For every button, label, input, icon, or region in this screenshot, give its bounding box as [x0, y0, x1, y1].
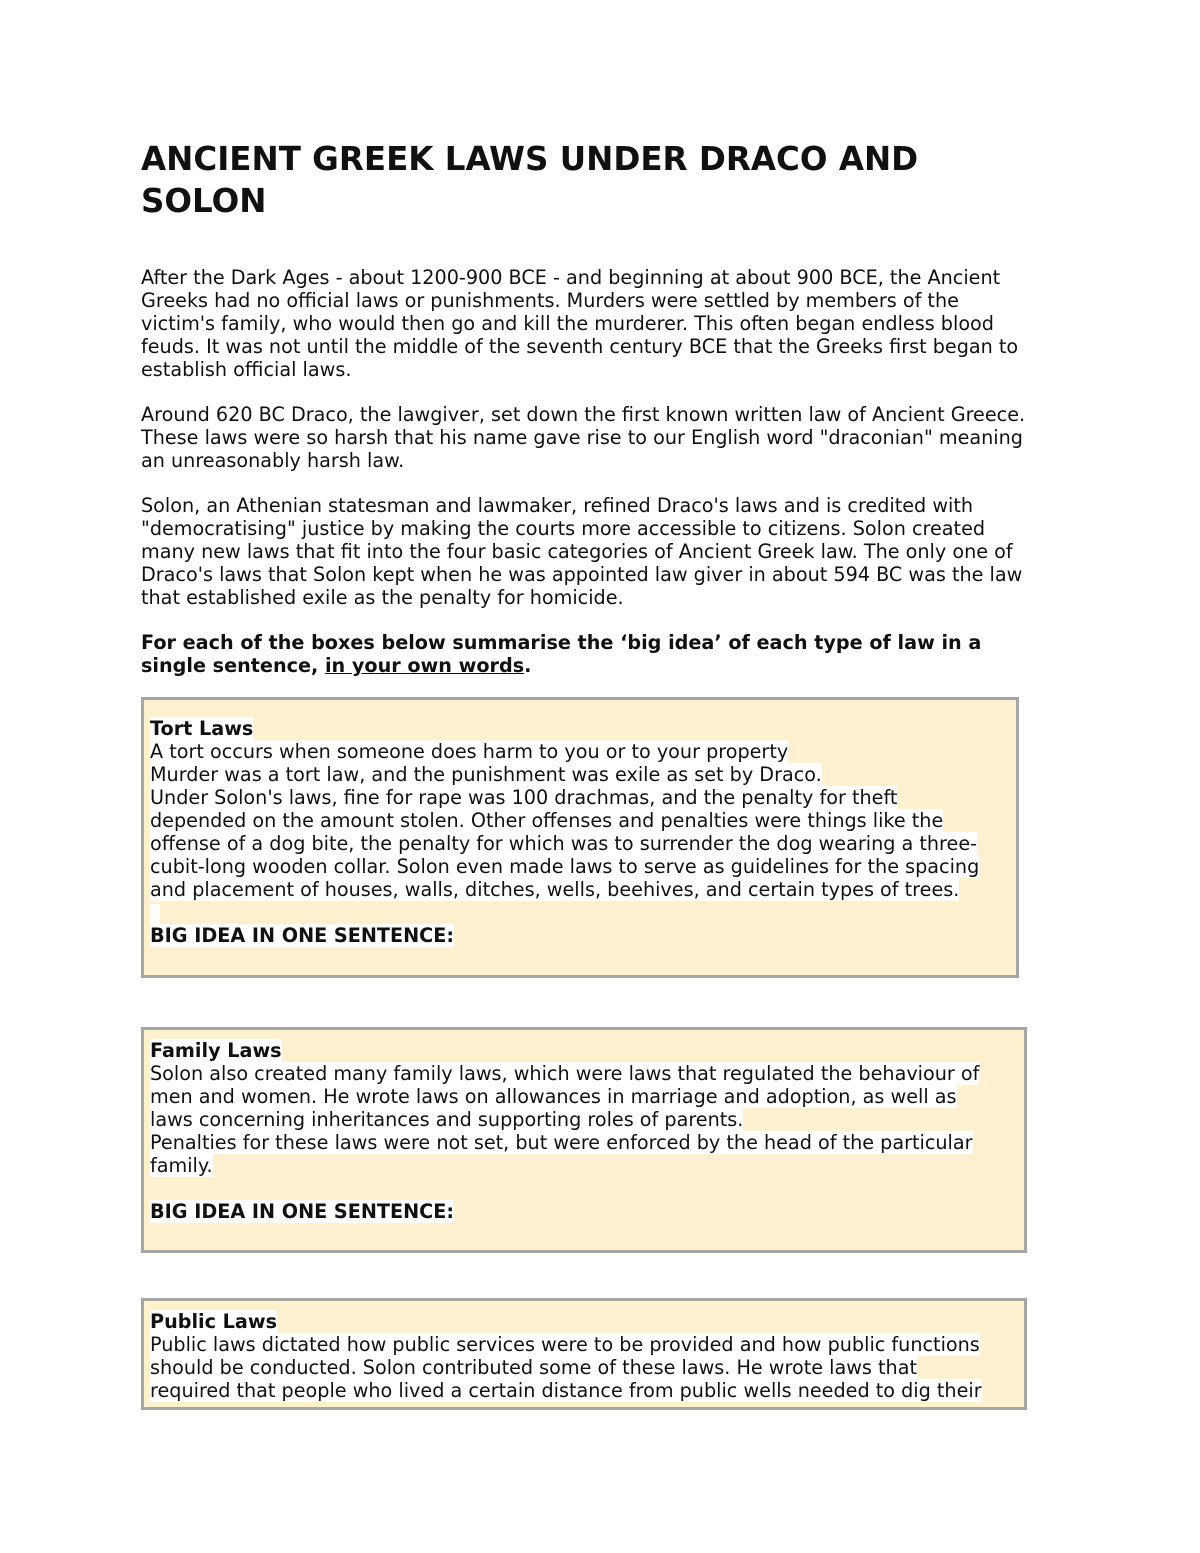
family-big-idea-prompt[interactable]: BIG IDEA IN ONE SENTENCE:	[150, 1200, 455, 1223]
family-laws-heading: Family Laws	[150, 1039, 282, 1062]
tort-blank-line	[150, 901, 1010, 924]
tort-big-idea-prompt[interactable]: BIG IDEA IN ONE SENTENCE:	[150, 924, 455, 947]
tort-line: and placement of houses, walls, ditches, wells, beehives, and certain types of trees.	[150, 878, 960, 901]
instruction-text: For each of the boxes below summarise the ‘big idea’ of each type of law in a single sentence,	[141, 631, 982, 677]
tort-laws-heading: Tort Laws	[150, 717, 254, 740]
tort-line: A tort occurs when someone does harm to you or to your property	[150, 740, 789, 763]
tort-line: offense of a dog bite, the penalty for which was to surrender the dog wearing a three-	[150, 832, 978, 855]
tort-line: cubit-long wooden collar. Solon even made laws to serve as guidelines for the spacing	[150, 855, 980, 878]
intro-paragraph-draco: Around 620 BC Draco, the lawgiver, set down the first known written law of Ancient Greece. These laws were so harsh that his name gave rise to our English word "draconian" meaning an unreasonably harsh law.	[141, 403, 1026, 472]
public-line: Public laws dictated how public services were to be provided and how public functions	[150, 1333, 980, 1356]
document-body	[141, 138, 1051, 696]
public-line: should be conducted. Solon contributed some of these laws. He wrote laws that	[150, 1356, 917, 1379]
family-line: men and women. He wrote laws on allowances in marriage and adoption, as well as	[150, 1085, 957, 1108]
intro-paragraph-dark-ages: After the Dark Ages - about 1200-900 BCE - and beginning at about 900 BCE, the Ancient Greeks had no official laws or punishments. Murders were settled by members of the victim's family, who would then go and kill the murderer. This often began endless blood feuds. It was not until the middle of the seventh century BCE that the Greeks first began to establish official laws.	[141, 266, 1019, 381]
tort-line: Under Solon's laws, fine for rape was 100 drachmas, and the penalty for theft	[150, 786, 898, 809]
tort-line: Murder was a tort law, and the punishment was exile as set by Draco.	[150, 763, 822, 786]
family-line: family.	[150, 1154, 213, 1177]
public-laws-heading: Public Laws	[150, 1310, 277, 1333]
public-laws-box	[141, 1298, 1027, 1410]
task-instruction	[141, 631, 1051, 677]
family-laws-box	[141, 1027, 1027, 1253]
public-line: required that people who lived a certain distance from public wells needed to dig their	[150, 1379, 982, 1402]
family-line: Penalties for these laws were not set, but were enforced by the head of the particular	[150, 1131, 973, 1154]
tort-line: depended on the amount stolen. Other offenses and penalties were things like the	[150, 809, 944, 832]
instruction-emphasis: in your own words	[324, 654, 525, 677]
intro-paragraph-solon: Solon, an Athenian statesman and lawmaker, refined Draco's laws and is credited with "democratising" justice by making the courts more accessible to citizens. Solon created many new laws that fit into the four basic categories of Ancient Greek law. The only one of Draco's laws that Solon kept when he was appointed law giver in about 594 BC was the law that established exile as the penalty for homicide.	[141, 494, 1023, 609]
page-title: ANCIENT GREEK LAWS UNDER DRACO AND SOLON	[141, 140, 919, 220]
family-line: laws concerning inheritances and supporting roles of parents.	[150, 1108, 744, 1131]
family-line: Solon also created many family laws, which were laws that regulated the behaviour of	[150, 1062, 980, 1085]
tort-laws-box	[141, 697, 1019, 978]
instruction-end: .	[524, 654, 532, 677]
